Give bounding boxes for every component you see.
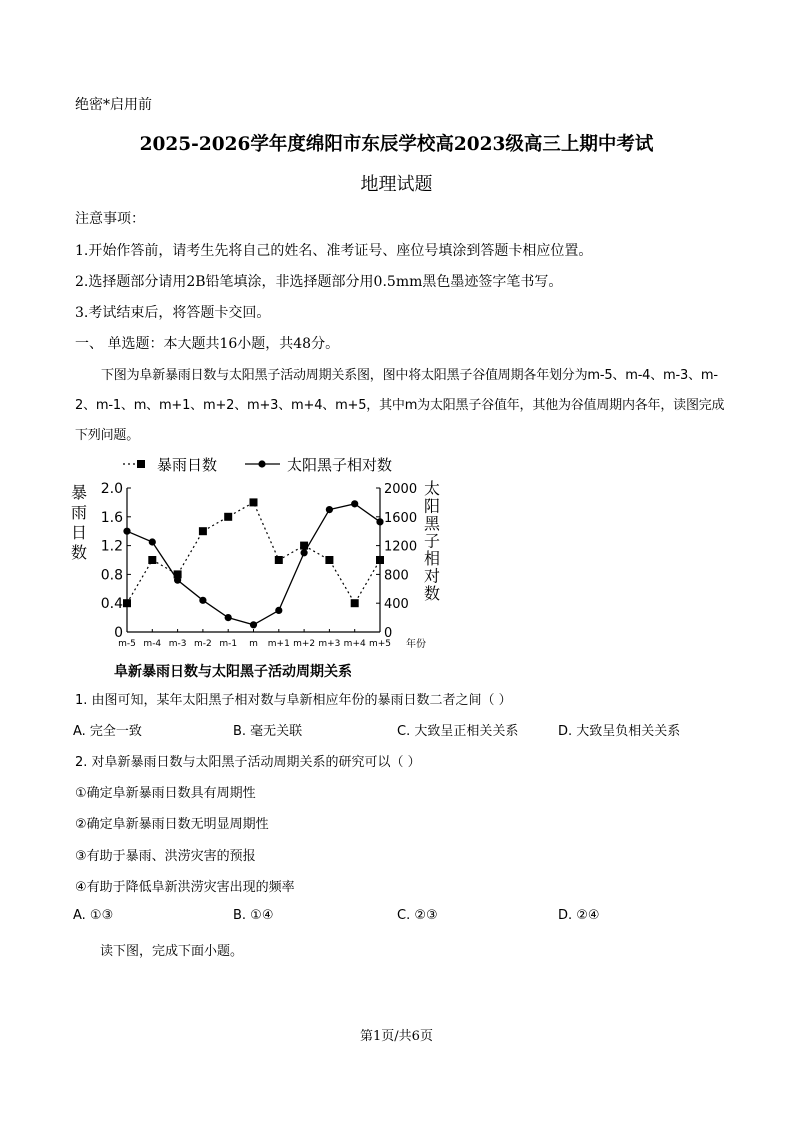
rain-days-point xyxy=(250,498,258,506)
x-tick-label: m-4 xyxy=(143,639,162,649)
notes-heading: 注意事项： xyxy=(75,211,145,227)
x-tick-label: m-1 xyxy=(219,639,238,649)
right-tick-label: 800 xyxy=(384,568,409,584)
q1-option-a[interactable]: A. 完全一致 xyxy=(73,724,142,739)
x-tick-label: m+4 xyxy=(343,639,366,649)
q1-option-d[interactable]: D. 大致呈负相关关系 xyxy=(558,724,681,739)
q2-option-b[interactable]: B. ①④ xyxy=(233,908,274,923)
right-axis-label-char: 对 xyxy=(423,566,441,586)
next-prompt: 读下图，完成下面小题。 xyxy=(100,944,244,959)
confidential-mark: 绝密*启用前 xyxy=(75,97,152,113)
page-footer: 第1页/共6页 xyxy=(360,1029,433,1044)
rain-days-point xyxy=(351,599,359,607)
legend-sunspot-marker xyxy=(258,460,265,467)
rain-days-point xyxy=(325,556,333,564)
sunspot-point xyxy=(275,607,282,614)
rain-days-point xyxy=(199,527,207,535)
intro-paragraph xyxy=(75,361,735,451)
question-2-stem: 2. 对阜新暴雨日数与太阳黑子活动周期关系的研究可以（ ） xyxy=(75,755,421,770)
series-sunspot-line xyxy=(127,504,380,625)
q2-statement: ①确定阜新暴雨日数具有周期性 xyxy=(75,786,256,801)
right-tick-label: 2000 xyxy=(384,482,418,497)
chart xyxy=(65,448,455,680)
exam-title: 2025-2026学年度绵阳市东辰学校高2023级高三上期中考试 xyxy=(139,134,654,155)
x-tick-label: m xyxy=(249,639,258,649)
left-tick-label: 0 xyxy=(114,625,123,641)
right-tick-label: 400 xyxy=(384,597,409,613)
right-tick-label: 1200 xyxy=(384,539,418,555)
exam-subtitle: 地理试题 xyxy=(360,174,433,195)
x-tick-label: m-3 xyxy=(168,639,187,649)
sunspot-point xyxy=(149,538,156,545)
right-axis-label-char: 阳 xyxy=(423,496,441,516)
x-tick-label: m-5 xyxy=(118,639,136,649)
legend-sunspot-label: 太阳黑子相对数 xyxy=(287,456,393,474)
note-item: 1.开始作答前，请考生先将自己的姓名、准考证号、座位号填涂到答题卡相应位置。 xyxy=(75,243,593,259)
x-tick-label: m+2 xyxy=(293,639,316,649)
q2-option-a[interactable]: A. ①③ xyxy=(73,908,114,923)
series-rain-days-line xyxy=(127,502,380,603)
left-axis-label-char: 日 xyxy=(70,523,88,542)
rain-days-point xyxy=(148,556,156,564)
legend-rain-label: 暴雨日数 xyxy=(157,456,218,474)
sunspot-point xyxy=(326,506,333,513)
right-tick-label: 0 xyxy=(384,626,393,641)
note-item: 3.考试结束后，将答题卡交回。 xyxy=(75,305,271,321)
x-tick-label: m+3 xyxy=(318,639,341,649)
left-tick-label: 1.2 xyxy=(100,538,123,555)
x-tick-label: m-2 xyxy=(194,639,212,649)
left-tick-label: 0.4 xyxy=(100,596,123,613)
sunspot-point xyxy=(174,577,181,584)
q2-option-c[interactable]: C. ②③ xyxy=(397,908,438,923)
left-axis-label-char: 雨 xyxy=(70,503,88,522)
sunspot-point xyxy=(351,500,358,507)
right-tick-label: 1600 xyxy=(384,510,418,526)
sunspot-point xyxy=(301,549,308,556)
intro-text: 下图为阜新暴雨日数与太阳黑子活动周期关系图，图中将太阳黑子谷值周期各年划分为m-5、m-4、m-3、m-2、m-1、m、m+1、m+2、m+3、m+4、m+5，其中m为太阳黑子谷值年，其他为谷值周期内各年，读图完成下列问题。 xyxy=(75,368,725,443)
right-axis-label-char: 相 xyxy=(423,549,441,568)
x-axis-label: 年份 xyxy=(406,639,426,650)
rain-days-point xyxy=(123,599,131,607)
sunspot-point xyxy=(123,528,130,535)
rain-days-point xyxy=(224,513,232,521)
rain-days-point xyxy=(275,556,283,564)
note-item: 2.选择题部分请用2B铅笔填涂，非选择题部分用0.5mm黑色墨迹签字笔书写。 xyxy=(75,274,563,290)
section-title: 一、 单选题：本大题共16小题，共48分。 xyxy=(75,336,340,352)
left-tick-label: 2.0 xyxy=(100,481,123,497)
left-tick-label: 0.8 xyxy=(100,567,123,584)
q2-statement: ③有助于暴雨、洪涝灾害的预报 xyxy=(75,849,256,864)
q2-statement: ②确定阜新暴雨日数无明显周期性 xyxy=(75,817,269,832)
q1-option-c[interactable]: C. 大致呈正相关关系 xyxy=(397,724,519,739)
chart-title: 阜新暴雨日数与太阳黑子活动周期关系 xyxy=(114,664,352,680)
q2-statement: ④有助于降低阜新洪涝灾害出现的频率 xyxy=(75,880,295,895)
rain-days-point xyxy=(376,556,384,564)
question-1-stem: 1. 由图可知，某年太阳黑子相对数与阜新相应年份的暴雨日数二者之间（ ） xyxy=(75,693,512,708)
x-tick-label: m+1 xyxy=(267,639,290,649)
sunspot-point xyxy=(225,614,232,621)
x-tick-label: m+5 xyxy=(368,639,392,649)
right-axis-label-char: 子 xyxy=(423,531,441,551)
right-axis-label-char: 太 xyxy=(423,479,441,498)
sunspot-point xyxy=(376,518,383,525)
rain-days-point xyxy=(300,542,308,550)
q1-option-b[interactable]: B. 毫无关联 xyxy=(233,724,303,739)
q2-option-d[interactable]: D. ②④ xyxy=(558,908,600,923)
sunspot-point xyxy=(250,621,257,628)
legend-rain-marker xyxy=(137,460,145,468)
left-axis-label-char: 数 xyxy=(70,543,88,562)
left-axis-label-char: 暴 xyxy=(70,483,88,502)
right-axis-label-char: 黑 xyxy=(423,514,441,533)
sunspot-point xyxy=(199,597,206,604)
left-tick-label: 1.6 xyxy=(100,509,123,526)
right-axis-label-char: 数 xyxy=(423,584,441,603)
